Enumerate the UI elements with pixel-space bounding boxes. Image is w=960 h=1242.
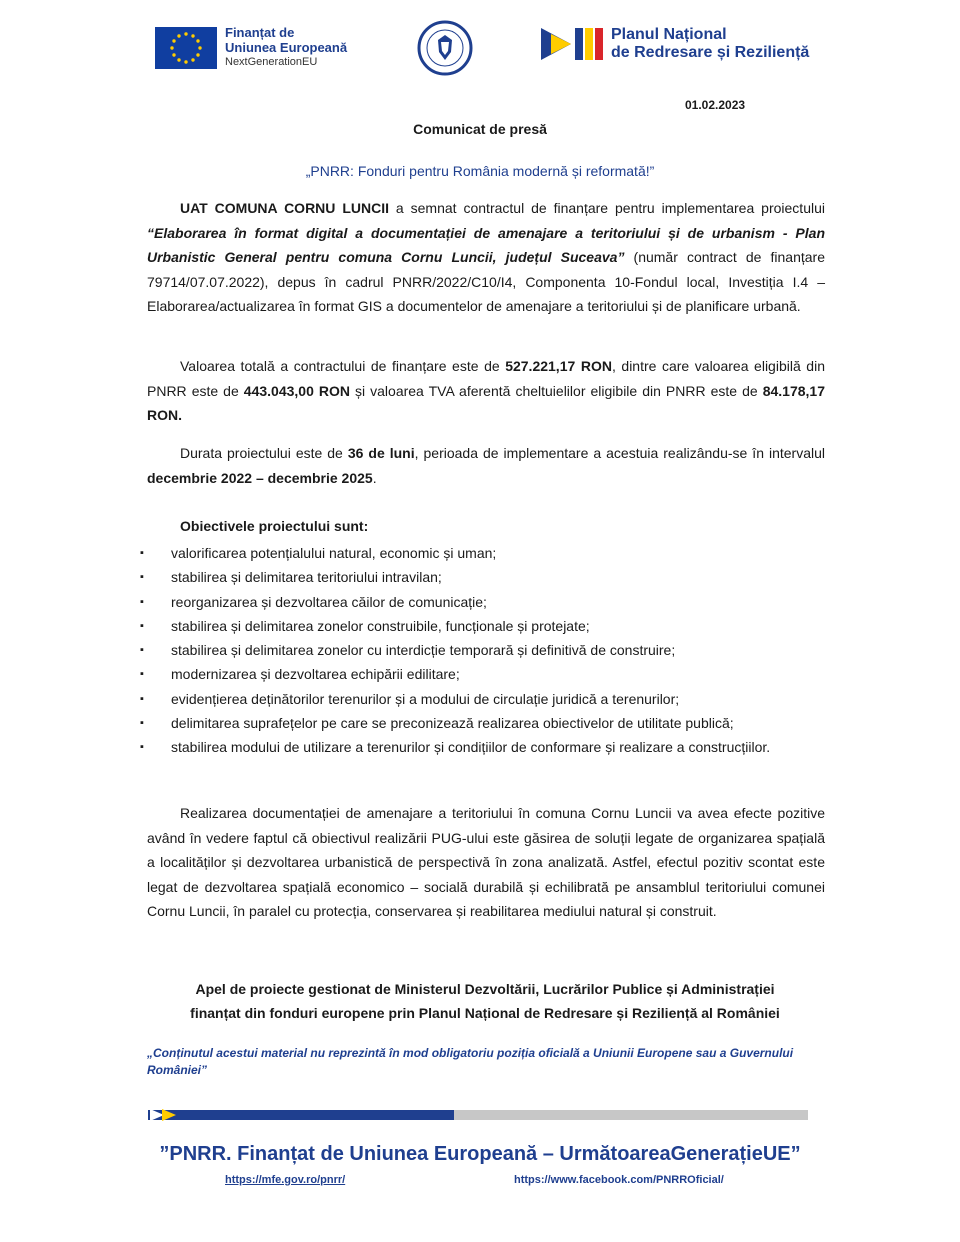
eu-logo-line1: Finanțat de [225,25,295,40]
list-item: ▪ evidențierea deținătorilor terenurilor și a modului de circulație juridică a terenurilor; [140,687,825,711]
disclaimer: „Conținutul acestui material nu reprezintă în mod obligatoriu poziția oficială a Uniunii Europene sau a Guvernului României” [147,1046,794,1077]
footer-slogan: ”PNRR. Finanțat de Uniunea Europeană – UrmătoareaGenerațieUE” [159,1143,801,1165]
eu-funding-logo [155,25,347,70]
beneficiary-name: UAT COMUNA CORNU LUNCII [180,200,389,216]
list-item: ▪ stabilirea modului de utilizare a terenurilor și condițiilor de conformare și realizare a construcțiilor. [140,735,825,759]
objectives-heading: Obiectivele proiectului sunt: [180,518,369,534]
paragraph-contract [147,196,825,319]
list-item: ▪ stabilirea și delimitarea teritoriului intravilan; [140,565,825,589]
effects-text: Realizarea documentației de amenajare a teritoriului în comuna Cornu Luncii va avea efecte pozitive având în vedere faptul că obiectivul realizării PUG-ului este găsirea de soluții legate de organizarea spațială a localităților și dezvoltarea urbanistică de perspectivă în zona analizată. Astfel, efectul pozitiv scontat este legat de dezvoltarea spațială economico – socială durabilă și echilibrată pe ansamblul teritoriului comunei Cornu Luncii, în paralel cu protecția, conservarea și reabilitarea mediului natural și construit. [147,805,825,919]
pnrr-logo-line1: Planul Național [611,26,727,43]
eu-flag-icon [155,27,217,69]
pnrr-logo [541,26,809,62]
document-subtitle: „PNRR: Fonduri pentru România modernă și reformată!” [305,163,655,179]
paragraph-duration [147,441,825,490]
objectives-list [140,541,825,760]
implementation-period: decembrie 2022 – decembrie 2025 [147,469,373,486]
apel-line2: finanțat din fonduri europene prin Planul Național de Redresare și Reziliență al României [190,1005,780,1021]
p1-text2: (număr contract de finanțare 79714/07.07.2022), depus în cadrul PNRR/2022/C10/I4, Componenta 10-Fondul local, Investiția I.4 – Elaborarea/actualizarea în format GIS a documentelor de amenajare a teritoriului și de planificare urbană. [147,249,825,314]
duration-value: 36 de luni [347,445,415,461]
pnrr-flag-icon [541,26,605,62]
document-title: Comunicat de presă [413,121,547,137]
header-logos [0,20,960,90]
document-date: 01.02.2023 [685,98,746,112]
eligible-value: 443.043,00 RON [243,382,350,399]
paragraph-value [147,354,825,428]
footer-divider-bar [148,1110,808,1120]
list-item: ▪ stabilirea și delimitarea zonelor cu interdicție temporară și definitivă de construire; [140,638,825,662]
list-item: ▪ valorificarea potențialului natural, economic și uman; [140,541,825,565]
p3-text3: . [372,469,377,486]
p2-text1: Valoarea totală a contractului de finanțare este de [180,358,506,374]
pnrr-logo-line2: de Redresare și Reziliență [611,44,810,61]
apel-line1: Apel de proiecte gestionat de Ministerul Dezvoltării, Lucrărilor Publice și Administrației [195,981,775,997]
project-title: “Elaborarea în format digital a documentației de amenajare a teritoriului și de urbanism - Plan Urbanistic General pentru comuna Cornu Luncii, județul Suceava” [147,224,825,265]
facebook-link[interactable]: https://www.facebook.com/PNRROficial/ [514,1174,724,1186]
mfe-link[interactable]: https://mfe.gov.ro/pnrr/ [225,1174,346,1186]
eu-logo-line3: NextGenerationEU [225,56,318,68]
total-value: 527.221,17 RON [505,358,612,374]
eu-logo-line2: Uniunea Europeană [225,40,348,55]
p3-text2: , perioada de implementare a acestuia realizându-se în intervalul [414,445,825,461]
list-item: ▪ delimitarea suprafețelor pe care se preconizează realizarea obiectivelor de utilitate publică; [140,711,825,735]
p1-text1: a semnat contractul de finanțare pentru implementarea proiectului [389,200,825,216]
arrow-icon [148,1109,188,1121]
p2-text3: și valoarea TVA aferentă cheltuielilor eligibile din PNRR este de [349,382,763,399]
list-item: ▪ stabilirea și delimitarea zonelor construibile, funcționale și protejate; [140,614,825,638]
p3-text1: Durata proiectului este de [180,445,348,461]
p2-text2: , dintre care valoarea eligibilă din PNRR este de [147,358,825,399]
romanian-government-seal-icon [417,20,473,81]
paragraph-effects [147,801,825,924]
list-item: ▪ modernizarea și dezvoltarea echipării edilitare; [140,662,825,686]
list-item: ▪ reorganizarea și dezvoltarea căilor de comunicație; [140,590,825,614]
vat-value: 84.178,17 RON. [147,382,825,423]
call-for-projects [140,977,830,1025]
